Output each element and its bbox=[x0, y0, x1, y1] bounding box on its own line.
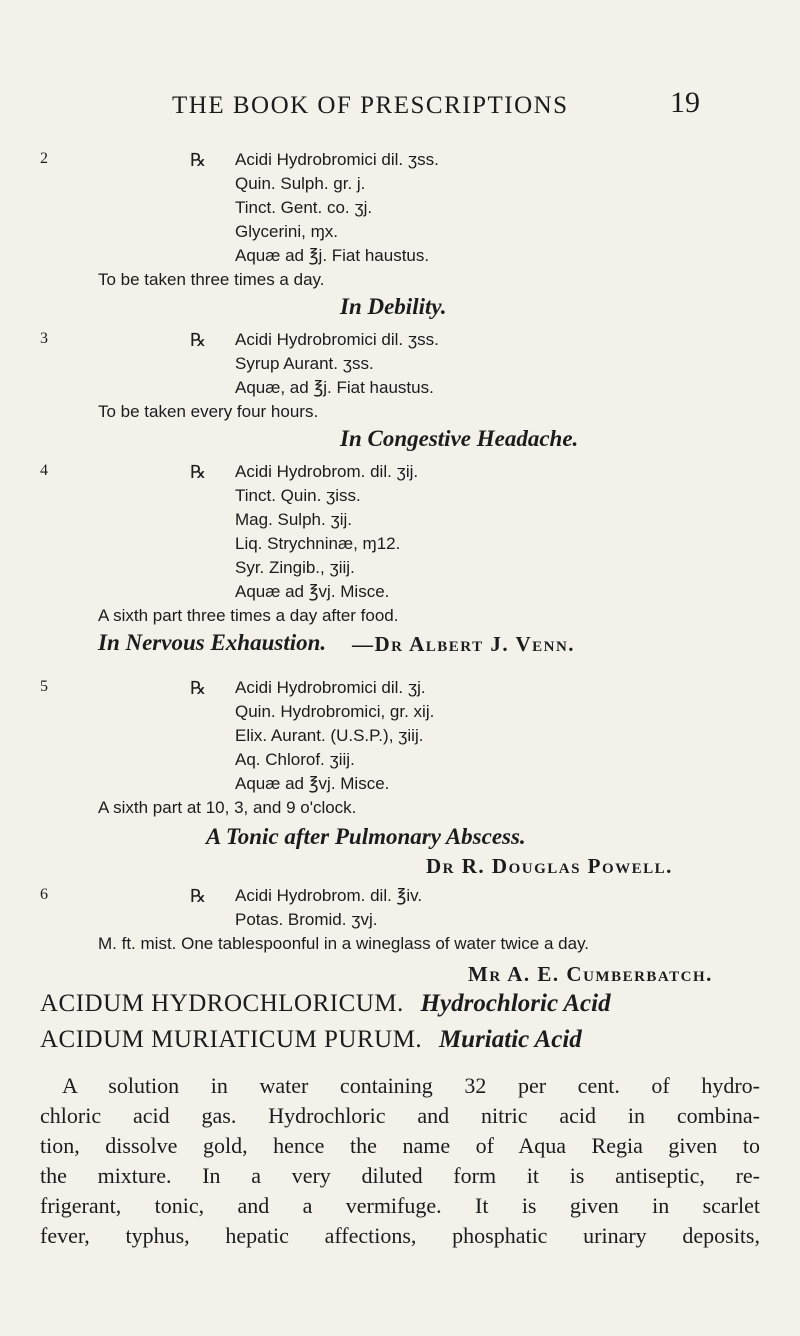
ingredient: Quin. Sulph. gr. j. bbox=[235, 174, 366, 193]
condition-heading: In Nervous Exhaustion. bbox=[98, 630, 327, 655]
ingredient: Elix. Aurant. (U.S.P.), ʒiij. bbox=[235, 726, 424, 745]
ingredient: Glycerini, ɱx. bbox=[235, 222, 338, 241]
description-paragraph bbox=[40, 1071, 760, 1251]
prescription-number: 6 bbox=[40, 886, 48, 903]
paragraph-line: A solution in water containing 32 per cent. of hydro- bbox=[62, 1073, 760, 1098]
ingredient: Acidi Hydrobromici dil. ʒss. bbox=[235, 330, 439, 349]
condition-heading: In Congestive Headache. bbox=[340, 426, 579, 451]
ingredient: Syrup Aurant. ʒss. bbox=[235, 354, 374, 373]
prescription-number: 5 bbox=[40, 678, 48, 695]
rx-symbol-icon: ℞ bbox=[190, 330, 207, 350]
ingredient: Syr. Zingib., ʒiij. bbox=[235, 558, 355, 577]
paragraph-line: chloric acid gas. Hydrochloric and nitric acid in combina- bbox=[40, 1103, 760, 1128]
prescription-number: 4 bbox=[40, 462, 48, 479]
ingredient: Aquæ ad ℥j. Fiat haustus. bbox=[235, 246, 430, 265]
paragraph-line: fever, typhus, hepatic affections, phosphatic urinary deposits, bbox=[40, 1223, 760, 1248]
page-header bbox=[0, 86, 800, 132]
paragraph-line: frigerant, tonic, and a vermifuge. It is given in scarlet bbox=[40, 1193, 760, 1218]
directions: To be taken every four hours. bbox=[98, 402, 319, 421]
ingredient: Acidi Hydrobrom. dil. ℥iv. bbox=[235, 886, 423, 905]
ingredient: Tinct. Quin. ʒiss. bbox=[235, 486, 361, 505]
section-heading-hydrochloricum bbox=[40, 990, 611, 1018]
rx-symbol-icon: ℞ bbox=[190, 886, 207, 906]
attribution: —Dr Albert J. Venn. bbox=[352, 632, 576, 656]
heading-english: Muriatic Acid bbox=[438, 1026, 582, 1053]
page-number: 19 bbox=[670, 86, 700, 119]
ingredient: Quin. Hydrobromici, gr. xij. bbox=[235, 702, 435, 721]
rx-symbol-icon: ℞ bbox=[190, 150, 207, 170]
rx-symbol-icon: ℞ bbox=[190, 462, 207, 482]
paragraph-line: tion, dissolve gold, hence the name of Aqua Regia given to bbox=[40, 1133, 760, 1158]
prescription-number: 3 bbox=[40, 330, 48, 347]
prescription-number: 2 bbox=[40, 150, 48, 167]
running-title: THE BOOK OF PRESCRIPTIONS bbox=[172, 92, 569, 119]
heading-latin: ACIDUM HYDROCHLORICUM. bbox=[40, 990, 404, 1017]
ingredient: Potas. Bromid. ʒvj. bbox=[235, 910, 378, 929]
directions: A sixth part three times a day after food. bbox=[98, 606, 399, 625]
directions: M. ft. mist. One tablespoonful in a wineglass of water twice a day. bbox=[98, 934, 590, 953]
attribution: Mr A. E. Cumberbatch. bbox=[468, 962, 713, 986]
heading-latin: ACIDUM MURIATICUM PURUM. bbox=[40, 1026, 423, 1053]
condition-heading: A Tonic after Pulmonary Abscess. bbox=[206, 824, 526, 849]
rx-symbol-icon: ℞ bbox=[190, 678, 207, 698]
section-heading-muriaticum bbox=[40, 1026, 582, 1054]
attribution: Dr R. Douglas Powell. bbox=[426, 854, 673, 878]
condition-heading: In Debility. bbox=[340, 294, 447, 319]
ingredient: Acidi Hydrobrom. dil. ʒij. bbox=[235, 462, 419, 481]
ingredient: Aquæ, ad ℥j. Fiat haustus. bbox=[235, 378, 434, 397]
ingredient: Acidi Hydrobromici dil. ʒss. bbox=[235, 150, 439, 169]
directions: A sixth part at 10, 3, and 9 o'clock. bbox=[98, 798, 357, 817]
ingredient: Aquæ ad ℥vj. Misce. bbox=[235, 774, 390, 793]
ingredient: Liq. Strychninæ, ɱ12. bbox=[235, 534, 401, 553]
ingredient: Tinct. Gent. co. ʒj. bbox=[235, 198, 373, 217]
paragraph-line: the mixture. In a very diluted form it is antiseptic, re- bbox=[40, 1163, 760, 1188]
directions: To be taken three times a day. bbox=[98, 270, 325, 289]
ingredient: Acidi Hydrobromici dil. ʒj. bbox=[235, 678, 426, 697]
ingredient: Aquæ ad ℥vj. Misce. bbox=[235, 582, 390, 601]
heading-english: Hydrochloric Acid bbox=[420, 990, 611, 1017]
ingredient: Mag. Sulph. ʒij. bbox=[235, 510, 352, 529]
ingredient: Aq. Chlorof. ʒiij. bbox=[235, 750, 355, 769]
